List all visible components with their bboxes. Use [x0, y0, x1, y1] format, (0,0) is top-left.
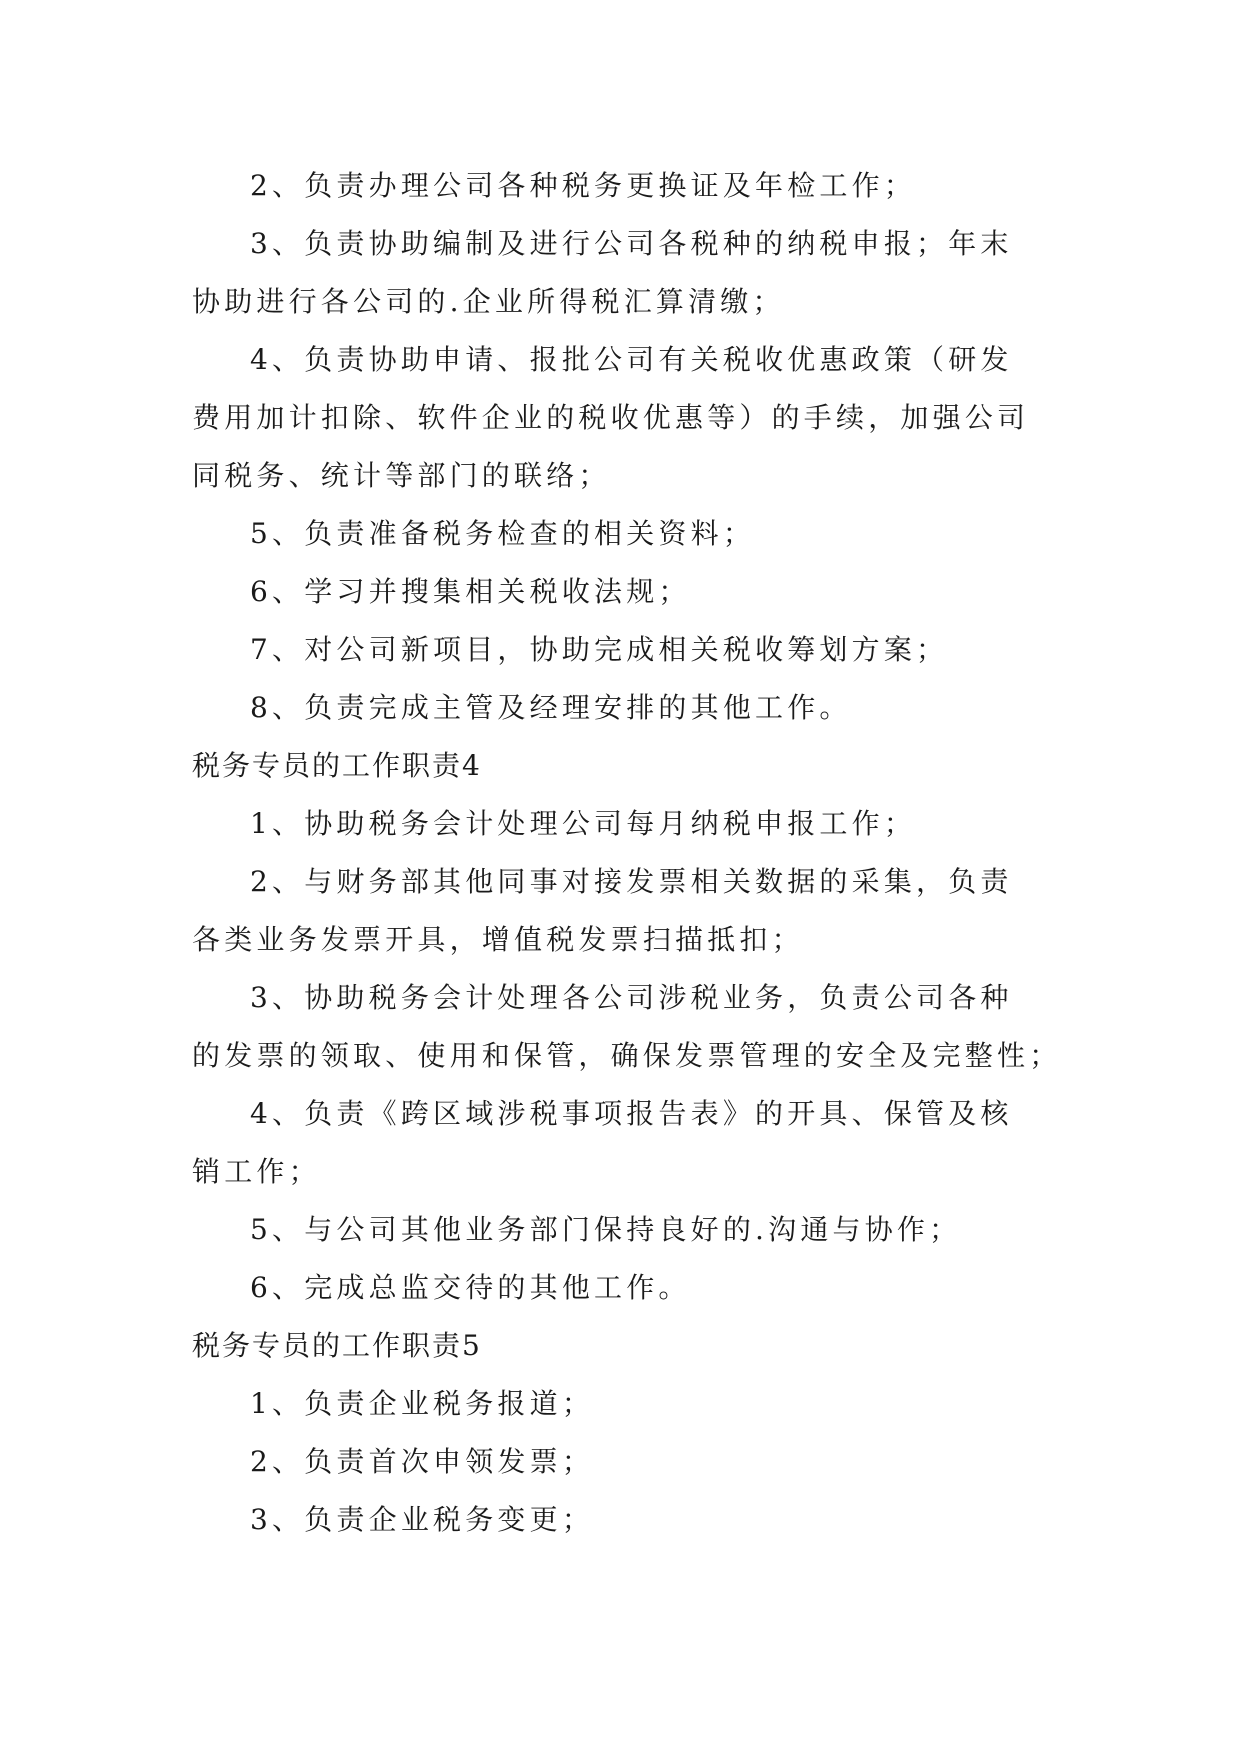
text-line: 6、学习并搜集相关税收法规；	[250, 575, 691, 608]
text-line: 1、协助税务会计处理公司每月纳税申报工作；	[250, 807, 917, 840]
text-line: 4、负责《跨区域涉税事项报告表》的开具、保管及核	[250, 1097, 1013, 1130]
paragraph-item-6	[192, 563, 1052, 621]
text-line: 的发票的领取、使用和保管，确保发票管理的安全及完整性；	[192, 1039, 1062, 1072]
text-line: 2、负责办理公司各种税务更换证及年检工作；	[250, 169, 917, 202]
section-heading: 税务专员的工作职责4	[192, 749, 482, 782]
paragraph-item-5	[192, 505, 1052, 563]
text-line: 3、负责协助编制及进行公司各税种的纳税申报；年末	[250, 227, 1013, 260]
section-heading-5	[192, 1317, 1052, 1375]
paragraph-item-6	[192, 1259, 1052, 1317]
text-line: 费用加计扣除、软件企业的税收优惠等）的手续，加强公司	[192, 401, 1030, 434]
text-line: 8、负责完成主管及经理安排的其他工作。	[250, 691, 852, 724]
section-heading-4	[192, 737, 1052, 795]
text-line: 4、负责协助申请、报批公司有关税收优惠政策（研发	[250, 343, 1013, 376]
text-line: 5、与公司其他业务部门保持良好的.沟通与协作；	[250, 1213, 962, 1246]
paragraph-item-2	[192, 157, 1052, 215]
paragraph-item-3	[192, 1491, 1052, 1549]
document-body	[192, 157, 1062, 1549]
paragraph-item-1	[192, 795, 1052, 853]
paragraph-item-5	[192, 1201, 1052, 1259]
text-line: 5、负责准备税务检查的相关资料；	[250, 517, 756, 550]
text-line: 协助进行各公司的.企业所得税汇算清缴；	[192, 285, 785, 318]
text-line: 6、完成总监交待的其他工作。	[250, 1271, 691, 1304]
text-line: 同税务、统计等部门的联络；	[192, 459, 611, 492]
paragraph-item-1	[192, 1375, 1052, 1433]
text-line: 3、协助税务会计处理各公司涉税业务，负责公司各种	[250, 981, 1013, 1014]
paragraph-item-7	[192, 621, 1052, 679]
text-line: 2、与财务部其他同事对接发票相关数据的采集，负责	[250, 865, 1013, 898]
text-line: 销工作；	[192, 1155, 321, 1188]
text-line: 1、负责企业税务报道；	[250, 1387, 595, 1420]
paragraph-item-4	[192, 1085, 1052, 1201]
paragraph-item-3	[192, 969, 1062, 1085]
text-line: 3、负责企业税务变更；	[250, 1503, 595, 1536]
text-line: 各类业务发票开具，增值税发票扫描抵扣；	[192, 923, 804, 956]
paragraph-item-4	[192, 331, 1052, 505]
paragraph-item-8	[192, 679, 1052, 737]
text-line: 7、对公司新项目，协助完成相关税收筹划方案；	[250, 633, 949, 666]
paragraph-item-2	[192, 1433, 1052, 1491]
paragraph-item-2	[192, 853, 1052, 969]
paragraph-item-3	[192, 215, 1052, 331]
text-line: 2、负责首次申领发票；	[250, 1445, 595, 1478]
section-heading: 税务专员的工作职责5	[192, 1329, 482, 1362]
